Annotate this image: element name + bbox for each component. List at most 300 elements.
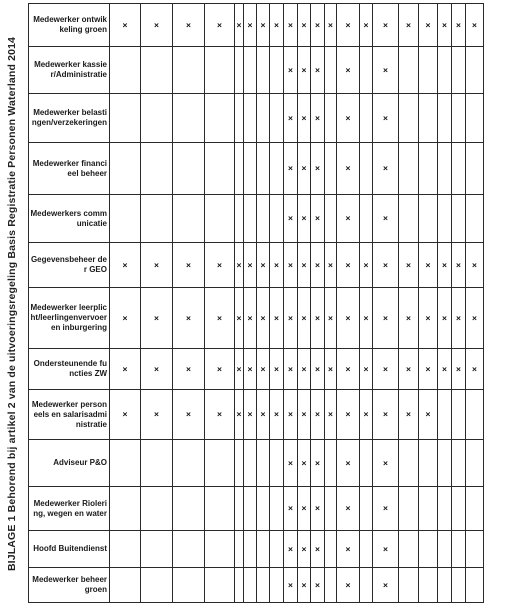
authorization-mark: × (244, 349, 257, 390)
empty-cell (270, 531, 284, 568)
empty-cell (360, 531, 373, 568)
authorization-mark: × (419, 288, 438, 349)
empty-cell (173, 440, 205, 487)
authorization-mark: × (373, 568, 399, 603)
authorization-mark: × (284, 390, 298, 440)
authorization-mark: × (141, 288, 173, 349)
empty-cell (110, 531, 141, 568)
table-row (29, 349, 484, 390)
table-row (29, 288, 484, 349)
empty-cell (325, 440, 337, 487)
authorization-mark: × (360, 243, 373, 288)
authorization-mark: × (298, 47, 311, 94)
empty-cell (419, 531, 438, 568)
empty-cell (205, 47, 235, 94)
authorization-mark: × (325, 243, 337, 288)
empty-cell (173, 568, 205, 603)
authorization-mark: × (399, 243, 419, 288)
authorization-mark: × (311, 243, 325, 288)
empty-cell (360, 487, 373, 531)
authorization-mark: × (205, 243, 235, 288)
authorization-mark: × (337, 531, 360, 568)
empty-cell (235, 195, 244, 243)
table-row (29, 4, 484, 47)
authorization-mark: × (270, 390, 284, 440)
authorization-mark: × (141, 4, 173, 47)
empty-cell (325, 47, 337, 94)
role-name-cell (29, 531, 110, 568)
empty-cell (205, 568, 235, 603)
authorization-mark: × (244, 288, 257, 349)
authorization-mark: × (284, 47, 298, 94)
authorization-mark: × (325, 390, 337, 440)
empty-cell (173, 195, 205, 243)
authorization-mark: × (419, 390, 438, 440)
authorization-mark: × (235, 390, 244, 440)
empty-cell (438, 487, 452, 531)
empty-cell (205, 531, 235, 568)
authorization-mark: × (373, 349, 399, 390)
empty-cell (438, 531, 452, 568)
authorization-mark: × (399, 349, 419, 390)
authorization-mark: × (110, 349, 141, 390)
empty-cell (270, 487, 284, 531)
table-row (29, 568, 484, 603)
table-row (29, 243, 484, 288)
authorization-mark: × (284, 568, 298, 603)
empty-cell (244, 531, 257, 568)
empty-cell (141, 47, 173, 94)
authorization-mark: × (298, 143, 311, 195)
empty-cell (173, 143, 205, 195)
role-name: Adviseur P&O (53, 458, 107, 467)
role-name: Medewerker Riolering, wegen en water (33, 498, 107, 518)
authorization-mark: × (337, 4, 360, 47)
authorization-mark: × (284, 243, 298, 288)
empty-cell (452, 390, 466, 440)
empty-cell (141, 143, 173, 195)
empty-cell (438, 568, 452, 603)
role-name-cell (29, 568, 110, 603)
authorization-mark: × (373, 288, 399, 349)
empty-cell (235, 47, 244, 94)
authorization-mark: × (270, 4, 284, 47)
authorization-mark: × (235, 243, 244, 288)
authorization-mark: × (360, 390, 373, 440)
empty-cell (257, 487, 270, 531)
empty-cell (270, 568, 284, 603)
authorization-mark: × (337, 94, 360, 143)
empty-cell (399, 440, 419, 487)
empty-cell (360, 143, 373, 195)
authorization-mark: × (110, 243, 141, 288)
authorization-mark: × (298, 243, 311, 288)
authorization-mark: × (284, 94, 298, 143)
empty-cell (257, 531, 270, 568)
empty-cell (270, 195, 284, 243)
empty-cell (173, 94, 205, 143)
empty-cell (141, 94, 173, 143)
empty-cell (325, 94, 337, 143)
authorization-mark: × (257, 4, 270, 47)
empty-cell (466, 143, 484, 195)
authorization-mark: × (311, 94, 325, 143)
authorization-mark: × (419, 243, 438, 288)
empty-cell (110, 94, 141, 143)
authorization-mark: × (466, 349, 484, 390)
empty-cell (257, 440, 270, 487)
authorization-mark: × (173, 390, 205, 440)
authorization-mark: × (298, 195, 311, 243)
role-name: Medewerker kassier/Administratie (34, 60, 107, 79)
role-name: Medewerker beheer groen (32, 575, 107, 594)
empty-cell (244, 568, 257, 603)
authorization-mark: × (311, 288, 325, 349)
empty-cell (399, 568, 419, 603)
authorization-mark: × (311, 390, 325, 440)
authorization-mark: × (298, 288, 311, 349)
table-row (29, 440, 484, 487)
empty-cell (360, 94, 373, 143)
empty-cell (173, 487, 205, 531)
empty-cell (399, 143, 419, 195)
authorization-mark: × (298, 4, 311, 47)
authorization-mark: × (235, 4, 244, 47)
authorization-mark: × (373, 4, 399, 47)
authorization-mark: × (205, 349, 235, 390)
table-row (29, 487, 484, 531)
authorization-mark: × (360, 288, 373, 349)
authorization-mark: × (311, 143, 325, 195)
empty-cell (244, 195, 257, 243)
authorization-mark: × (373, 531, 399, 568)
empty-cell (360, 195, 373, 243)
empty-cell (270, 440, 284, 487)
authorization-mark: × (298, 94, 311, 143)
empty-cell (325, 143, 337, 195)
authorization-mark: × (373, 94, 399, 143)
authorization-mark: × (419, 4, 438, 47)
empty-cell (399, 195, 419, 243)
empty-cell (452, 195, 466, 243)
empty-cell (244, 440, 257, 487)
authorization-mark: × (298, 531, 311, 568)
authorization-mark: × (173, 4, 205, 47)
empty-cell (270, 94, 284, 143)
empty-cell (205, 440, 235, 487)
empty-cell (452, 440, 466, 487)
empty-cell (257, 568, 270, 603)
authorization-mark: × (311, 487, 325, 531)
empty-cell (452, 94, 466, 143)
empty-cell (205, 143, 235, 195)
authorization-mark: × (360, 4, 373, 47)
role-name: Medewerker personeels en salarisadministratie (31, 399, 107, 429)
empty-cell (419, 195, 438, 243)
empty-cell (141, 440, 173, 487)
empty-cell (466, 531, 484, 568)
empty-cell (419, 440, 438, 487)
role-name-cell (29, 4, 110, 47)
empty-cell (141, 195, 173, 243)
empty-cell (110, 568, 141, 603)
empty-cell (110, 440, 141, 487)
empty-cell (360, 440, 373, 487)
authorization-mark: × (173, 288, 205, 349)
authorization-mark: × (438, 288, 452, 349)
empty-cell (257, 195, 270, 243)
authorization-mark: × (337, 440, 360, 487)
role-name-cell (29, 487, 110, 531)
table-row (29, 94, 484, 143)
role-name: Medewerker belastingen/verzekeringen (31, 108, 107, 127)
annex-caption-text: BIJLAGE 1 Behorend bij artikel 2 van de uitvoeringsregeling Basis Registratie Personen Waterland 2014 (6, 36, 18, 572)
empty-cell (235, 568, 244, 603)
role-name: Medewerker financieel beheer (32, 158, 107, 178)
empty-cell (173, 47, 205, 94)
authorization-mark: × (284, 195, 298, 243)
authorization-mark: × (337, 487, 360, 531)
authorization-mark: × (311, 47, 325, 94)
empty-cell (325, 531, 337, 568)
empty-cell (419, 487, 438, 531)
empty-cell (452, 487, 466, 531)
authorization-mark: × (311, 568, 325, 603)
empty-cell (452, 568, 466, 603)
table-row (29, 195, 484, 243)
empty-cell (110, 195, 141, 243)
empty-cell (235, 94, 244, 143)
authorization-mark: × (399, 390, 419, 440)
empty-cell (452, 531, 466, 568)
empty-cell (438, 390, 452, 440)
authorization-mark: × (311, 440, 325, 487)
authorization-mark: × (337, 349, 360, 390)
empty-cell (110, 47, 141, 94)
authorization-mark: × (360, 349, 373, 390)
authorization-mark: × (244, 390, 257, 440)
empty-cell (270, 47, 284, 94)
empty-cell (235, 487, 244, 531)
role-name-cell (29, 94, 110, 143)
authorization-mark: × (337, 288, 360, 349)
empty-cell (325, 195, 337, 243)
authorization-table (28, 3, 484, 603)
role-name-cell (29, 390, 110, 440)
authorization-mark: × (452, 4, 466, 47)
authorization-mark: × (110, 390, 141, 440)
role-name: Medewerkers communicatie (30, 208, 107, 228)
annex-caption (1, 0, 23, 608)
empty-cell (141, 487, 173, 531)
role-name-cell (29, 440, 110, 487)
empty-cell (110, 487, 141, 531)
authorization-mark: × (298, 568, 311, 603)
authorization-mark: × (284, 288, 298, 349)
authorization-mark: × (257, 349, 270, 390)
empty-cell (419, 143, 438, 195)
empty-cell (325, 568, 337, 603)
authorization-mark: × (373, 487, 399, 531)
empty-cell (110, 143, 141, 195)
authorization-mark: × (373, 243, 399, 288)
authorization-mark: × (298, 349, 311, 390)
role-name-cell (29, 243, 110, 288)
authorization-mark: × (173, 349, 205, 390)
empty-cell (438, 47, 452, 94)
authorization-mark: × (270, 243, 284, 288)
authorization-mark: × (205, 288, 235, 349)
empty-cell (173, 531, 205, 568)
authorization-mark: × (284, 531, 298, 568)
empty-cell (466, 390, 484, 440)
empty-cell (141, 568, 173, 603)
empty-cell (270, 143, 284, 195)
empty-cell (235, 440, 244, 487)
authorization-mark: × (337, 195, 360, 243)
role-name-cell (29, 288, 110, 349)
authorization-mark: × (244, 4, 257, 47)
role-name: Hoofd Buitendienst (33, 544, 107, 553)
authorization-mark: × (399, 288, 419, 349)
empty-cell (438, 143, 452, 195)
authorization-mark: × (438, 243, 452, 288)
authorization-mark: × (270, 349, 284, 390)
authorization-mark: × (438, 349, 452, 390)
authorization-mark: × (452, 243, 466, 288)
authorization-mark: × (141, 349, 173, 390)
authorization-mark: × (298, 440, 311, 487)
empty-cell (257, 143, 270, 195)
authorization-mark: × (284, 349, 298, 390)
table-row (29, 143, 484, 195)
empty-cell (466, 487, 484, 531)
authorization-mark: × (325, 288, 337, 349)
table-row (29, 47, 484, 94)
authorization-mark: × (311, 349, 325, 390)
authorization-mark: × (337, 390, 360, 440)
role-name-cell (29, 47, 110, 94)
authorization-mark: × (419, 349, 438, 390)
role-name: Gegevensbeheer der GEO (30, 255, 107, 274)
authorization-mark: × (235, 288, 244, 349)
authorization-mark: × (466, 243, 484, 288)
authorization-mark: × (373, 143, 399, 195)
empty-cell (325, 487, 337, 531)
empty-cell (244, 487, 257, 531)
empty-cell (360, 47, 373, 94)
role-name-cell (29, 349, 110, 390)
authorization-mark: × (284, 440, 298, 487)
authorization-mark: × (141, 243, 173, 288)
empty-cell (244, 94, 257, 143)
authorization-mark: × (399, 4, 419, 47)
authorization-mark: × (311, 195, 325, 243)
empty-cell (466, 195, 484, 243)
authorization-mark: × (257, 243, 270, 288)
empty-cell (399, 487, 419, 531)
authorization-mark: × (337, 243, 360, 288)
table-row (29, 390, 484, 440)
empty-cell (141, 531, 173, 568)
authorization-mark: × (311, 4, 325, 47)
authorization-mark: × (337, 143, 360, 195)
authorization-mark: × (452, 349, 466, 390)
empty-cell (205, 94, 235, 143)
authorization-mark: × (205, 4, 235, 47)
role-name: Medewerker ontwikkeling groen (33, 15, 107, 34)
role-name-cell (29, 195, 110, 243)
authorization-mark: × (284, 487, 298, 531)
empty-cell (419, 568, 438, 603)
empty-cell (244, 47, 257, 94)
role-name: Medewerker leerplicht/leerlingenvervoer en inburgering (30, 303, 107, 332)
empty-cell (466, 568, 484, 603)
authorization-mark: × (466, 288, 484, 349)
role-name-cell (29, 143, 110, 195)
authorization-mark: × (110, 4, 141, 47)
table-row (29, 531, 484, 568)
empty-cell (399, 47, 419, 94)
empty-cell (399, 531, 419, 568)
empty-cell (257, 94, 270, 143)
authorization-mark: × (270, 288, 284, 349)
authorization-mark: × (257, 390, 270, 440)
empty-cell (466, 94, 484, 143)
empty-cell (205, 487, 235, 531)
authorization-mark: × (244, 243, 257, 288)
empty-cell (452, 47, 466, 94)
empty-cell (244, 143, 257, 195)
authorization-mark: × (373, 390, 399, 440)
authorization-mark: × (337, 568, 360, 603)
authorization-mark: × (325, 4, 337, 47)
empty-cell (438, 440, 452, 487)
empty-cell (452, 143, 466, 195)
empty-cell (399, 94, 419, 143)
empty-cell (419, 47, 438, 94)
authorization-mark: × (466, 4, 484, 47)
empty-cell (235, 531, 244, 568)
authorization-mark: × (311, 531, 325, 568)
authorization-mark: × (110, 288, 141, 349)
empty-cell (235, 143, 244, 195)
authorization-mark: × (205, 390, 235, 440)
empty-cell (419, 94, 438, 143)
authorization-mark: × (298, 390, 311, 440)
authorization-mark: × (173, 243, 205, 288)
authorization-mark: × (298, 487, 311, 531)
empty-cell (257, 47, 270, 94)
authorization-mark: × (141, 390, 173, 440)
authorization-mark: × (284, 143, 298, 195)
authorization-mark: × (337, 47, 360, 94)
empty-cell (466, 440, 484, 487)
empty-cell (438, 94, 452, 143)
empty-cell (466, 47, 484, 94)
authorization-mark: × (325, 349, 337, 390)
authorization-mark: × (257, 288, 270, 349)
empty-cell (360, 568, 373, 603)
authorization-mark: × (438, 4, 452, 47)
authorization-mark: × (284, 4, 298, 47)
authorization-mark: × (373, 195, 399, 243)
role-name: Ondersteunende functies ZW (33, 359, 107, 378)
empty-cell (438, 195, 452, 243)
authorization-mark: × (373, 440, 399, 487)
authorization-mark: × (235, 349, 244, 390)
empty-cell (205, 195, 235, 243)
